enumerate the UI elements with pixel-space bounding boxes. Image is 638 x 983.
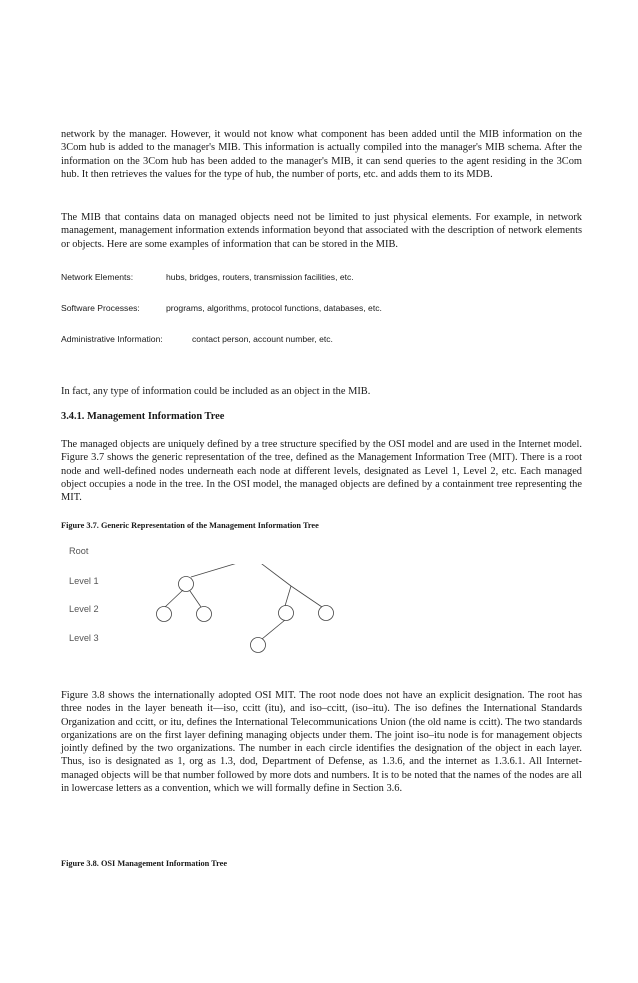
paragraph-mib-scope: The MIB that contains data on managed objects need not be limited to just physical elements. For example, in network management, management information extends information beyond that associated with the description of network elements or objects. Here are some examples of information that can be stored in the MIB.	[61, 212, 582, 250]
level-label-3: Level 3	[69, 633, 99, 643]
example-value: contact person, account number, etc.	[192, 334, 333, 344]
tree-edge	[191, 564, 254, 577]
example-value: programs, algorithms, protocol functions, databases, etc.	[166, 303, 382, 313]
management-information-tree-diagram	[150, 564, 350, 659]
tree-node	[197, 607, 212, 622]
paragraph-mib-update: network by the manager. However, it would not know what component has been added until the MIB information on the 3Com hub is added to the manager's MIB. This information is actually compiled into the manager's MIB schema. After the information on the 3Com hub has been added to the manager's MIB, it can send queries to the agent residing in the 3Com hub. It then retrieves the values for the type of hub, the number of ports, etc. and adds them to its MDB.	[61, 129, 582, 180]
tree-edge	[285, 586, 291, 606]
level-label-2: Level 2	[69, 604, 99, 614]
level-label-1: Level 1	[69, 576, 99, 586]
tree-node	[179, 577, 194, 592]
figure-3-8-caption: Figure 3.8. OSI Management Information Tree	[61, 859, 228, 868]
figure-3-7-caption: Figure 3.7. Generic Representation of the Management Information Tree	[61, 521, 319, 530]
tree-node	[157, 607, 172, 622]
tree-node	[251, 638, 266, 653]
tree-node	[319, 606, 334, 621]
section-heading: 3.4.1. Management Information Tree	[61, 411, 225, 422]
tree-edge	[262, 620, 285, 639]
example-network-elements	[61, 272, 601, 283]
tree-node	[279, 606, 294, 621]
example-label: Software Processes:	[61, 303, 140, 313]
tree-edge	[165, 590, 183, 607]
paragraph-mit-definition: The managed objects are uniquely defined by a tree structure specified by the OSI model and are used in the Internet model. Figure 3.7 shows the generic representation of the tree, defined as the Management Information Tree (MIT). There is a root node and well-defined nodes underneath each node at different levels, designated as Level 1, Level 2, etc. Each managed object occupies a node in the tree. In the OSI model, the managed objects are defined by a containment tree representing the MIT.	[61, 439, 582, 504]
example-label: Network Elements:	[61, 272, 134, 282]
paragraph-osi-mit: Figure 3.8 shows the internationally adopted OSI MIT. The root node does not have an explicit designation. The root has three nodes in the layer beneath it—iso, ccitt (itu), and iso–ccitt, (iso–itu). The iso defines the International Standards Organization and ccitt, or itu, defines the International Telecommunications Union (the old name is ccitt). The two standards organizations are on the first layer defining managing objects under them. The joint iso–itu node is for management objects jointly defined by the two organizations. The number in each circle identifies the designation of the object in each layer. Thus, iso is designated as 1, org as 1.3, dod, Department of Defense, as 1.3.6, and the internet as 1.3.6.1. All Internet-managed objects will be that number followed by more dots and numbers. It is to be noted that the names of the nodes are all in lowercase letters as a convention, which we will formally define in Section 3.6.	[61, 690, 582, 795]
tree-edge	[190, 591, 201, 607]
example-label: Administrative Information:	[61, 334, 163, 344]
example-value: hubs, bridges, routers, transmission facilities, etc.	[166, 272, 354, 282]
example-administrative-information	[61, 334, 601, 345]
paragraph-any-type: In fact, any type of information could be included as an object in the MIB.	[61, 386, 371, 397]
example-software-processes	[61, 303, 601, 314]
tree-edge	[254, 564, 291, 586]
tree-edge	[291, 586, 322, 607]
level-label-root: Root	[69, 546, 89, 556]
